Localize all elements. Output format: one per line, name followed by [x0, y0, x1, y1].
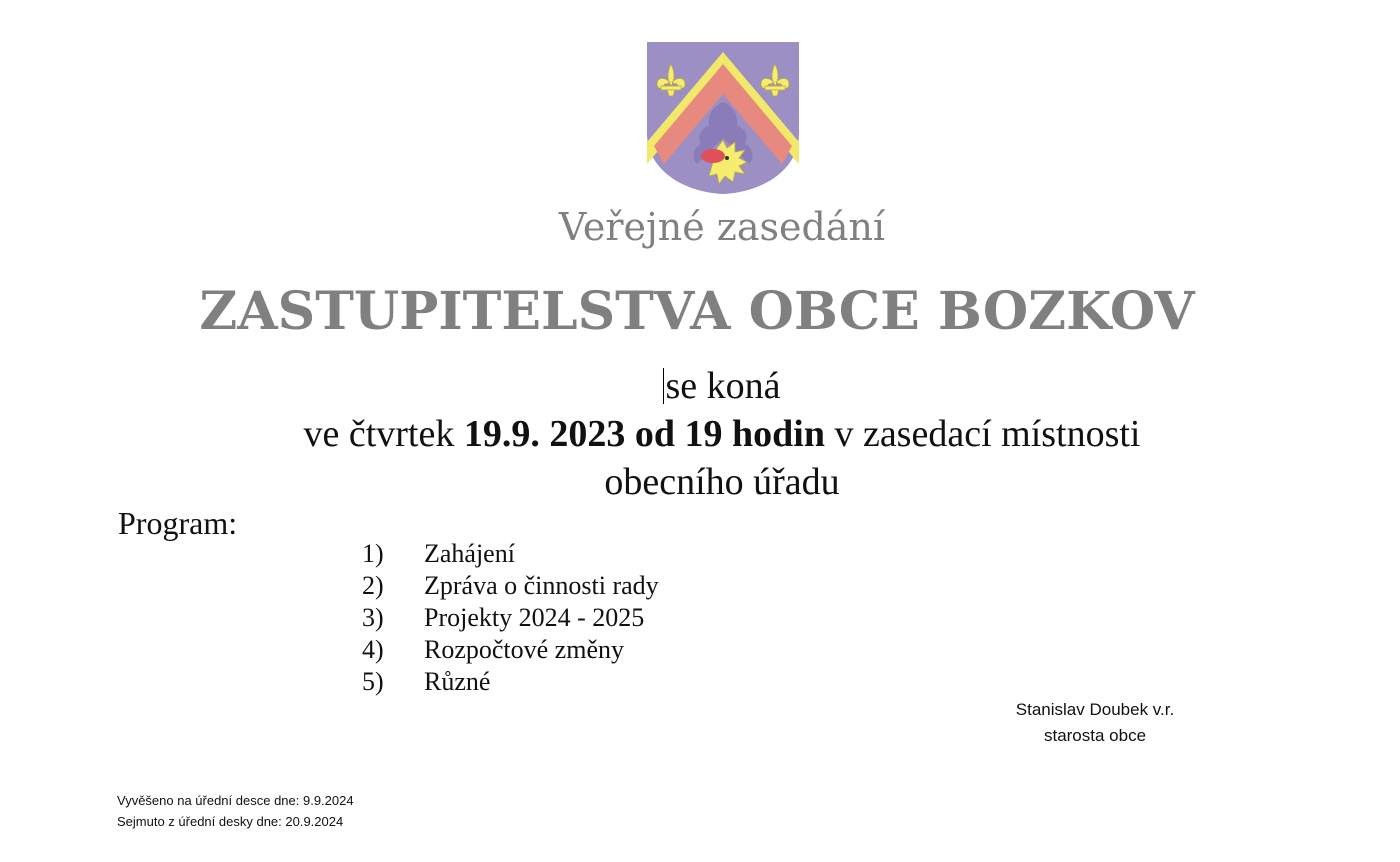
place-line: obecního úřadu	[604, 461, 840, 503]
se-kona-line	[0, 362, 1400, 410]
removed-date: Sejmuto z úřední desky dne: 20.9.2024	[117, 814, 344, 829]
agenda-item-text: Různé	[424, 667, 491, 696]
signature-name: Stanislav Doubek v.r.	[1015, 700, 1175, 719]
agenda-item	[362, 570, 659, 602]
signature-role: starosta obce	[1043, 726, 1147, 745]
coat-of-arms-icon	[647, 42, 799, 194]
date-suffix: v zasedací místnosti	[824, 413, 1141, 455]
se-kona-text: se koná	[665, 365, 781, 407]
agenda-item-number: 2)	[362, 571, 384, 600]
agenda-item	[362, 666, 659, 698]
agenda-item-number: 3)	[362, 603, 384, 632]
posting-info	[117, 790, 354, 832]
agenda-item-text: Zahájení	[424, 539, 515, 568]
agenda-item	[362, 602, 659, 634]
agenda-item-text: Zpráva o činnosti rady	[424, 571, 659, 600]
date-bold: 19.9. 2023 od 19 hodin	[463, 413, 825, 455]
program-label: Program:	[118, 505, 238, 541]
agenda-item	[362, 634, 659, 666]
agenda-item-text: Rozpočtové změny	[424, 635, 624, 664]
agenda-item-number: 4)	[362, 635, 384, 664]
agenda-item-number: 5)	[362, 667, 384, 696]
date-prefix: ve čtvrtek	[303, 413, 464, 455]
signature-block	[1000, 697, 1190, 749]
agenda-item-number: 1)	[362, 539, 384, 568]
posted-date: Vyvěšeno na úřední desce dne: 9.9.2024	[117, 793, 354, 808]
agenda-list	[362, 538, 659, 698]
agenda-item-text: Projekty 2024 - 2025	[424, 603, 645, 632]
agenda-item	[362, 538, 659, 570]
notice-heading: ZASTUPITELSTVA OBCE BOZKOV	[199, 281, 1195, 342]
notice-subtitle: Veřejné zasedání	[558, 205, 886, 249]
date-line	[0, 410, 1400, 458]
